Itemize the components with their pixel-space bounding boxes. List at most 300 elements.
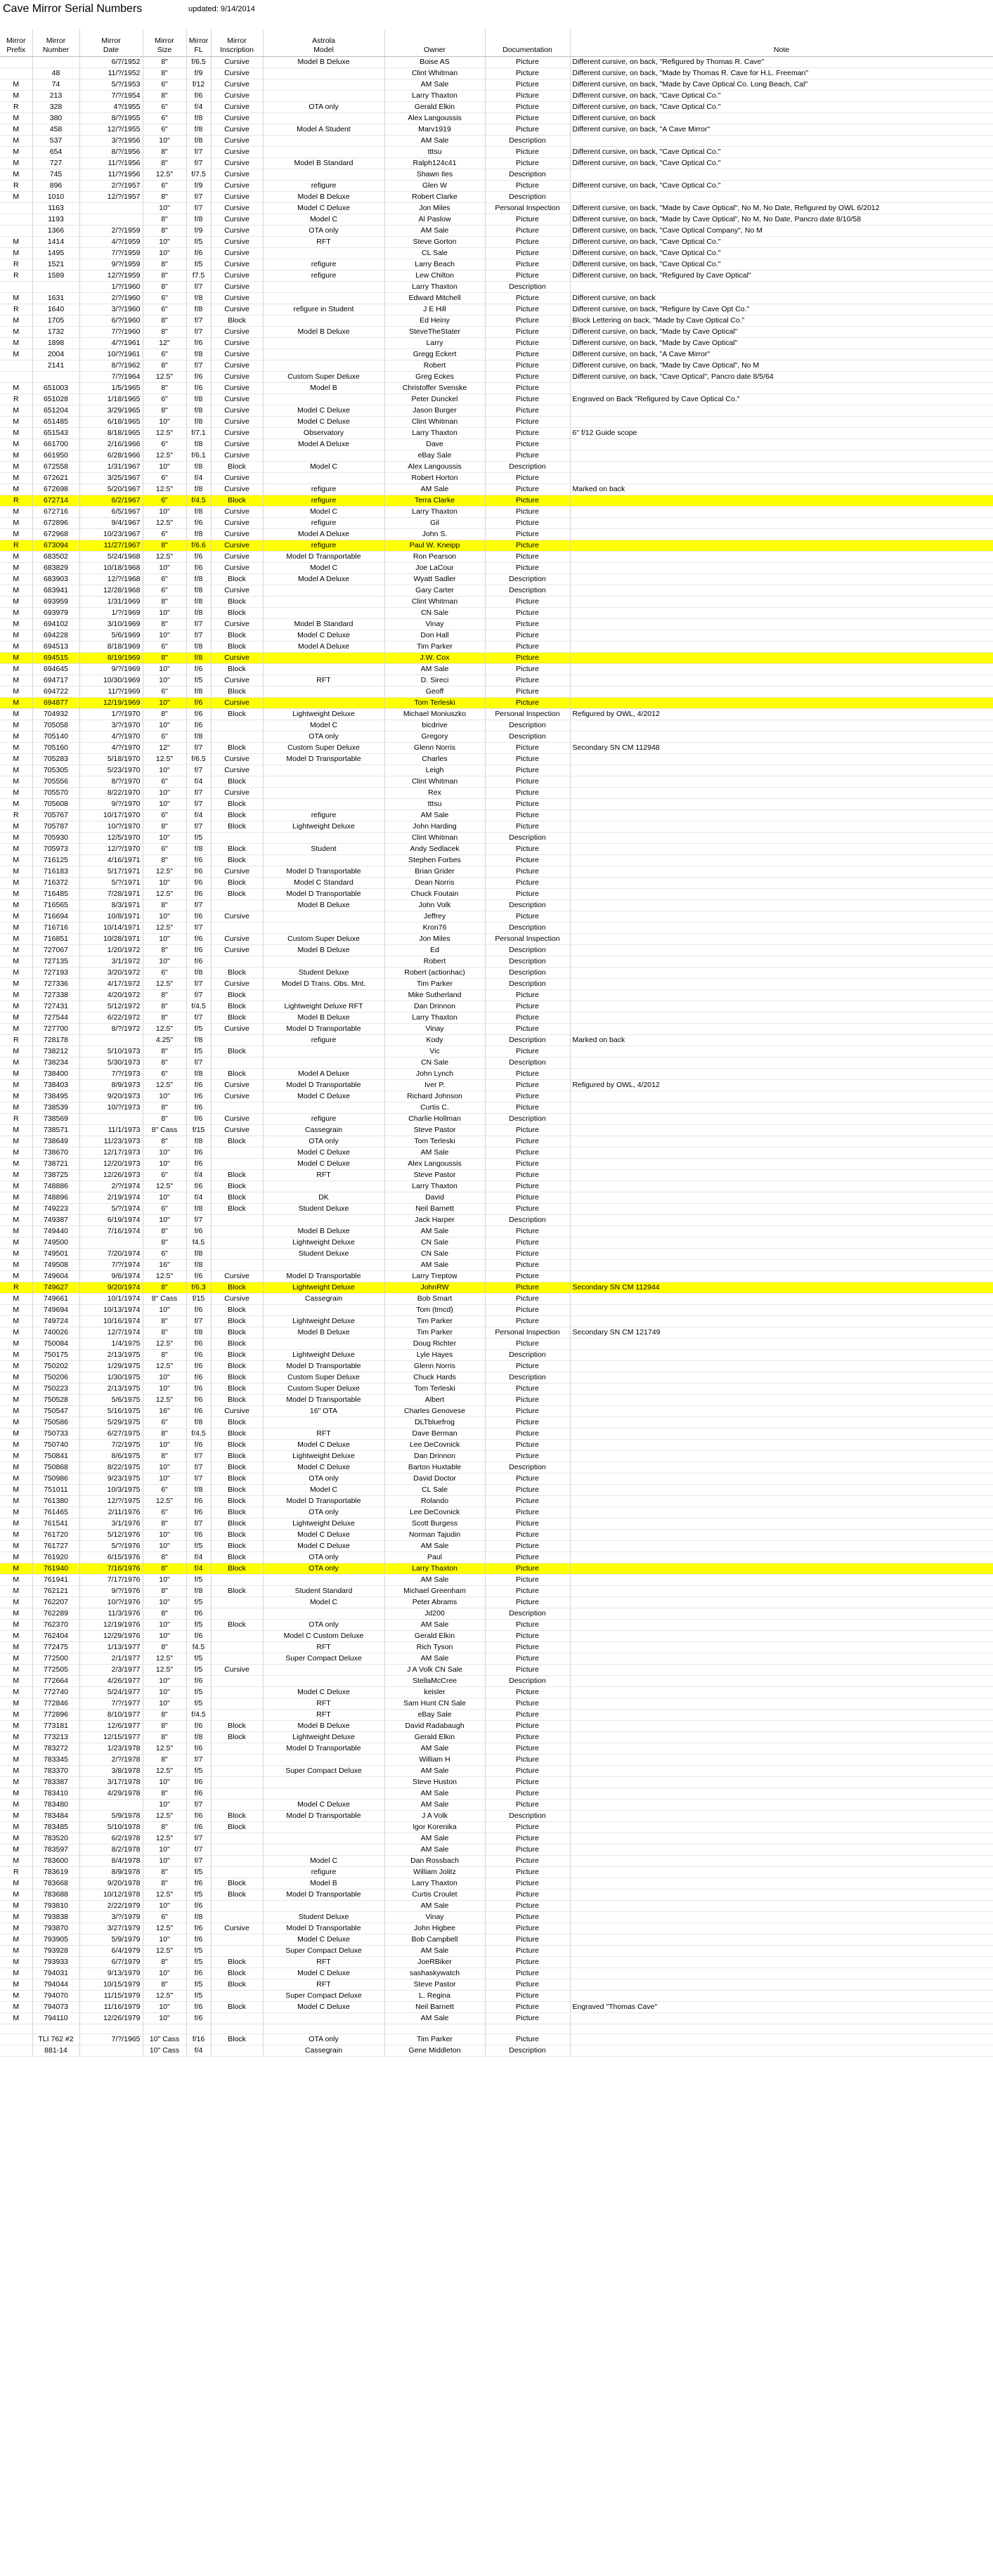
cell-size: 10" (143, 236, 186, 247)
cell-prefix: M (0, 1934, 32, 1945)
cell-note (570, 1372, 993, 1383)
cell-documentation: Picture (485, 1709, 570, 1720)
cell-prefix: M (0, 438, 32, 450)
cell-note (570, 461, 993, 472)
cell-prefix: M (0, 1304, 32, 1315)
cell-fl: f/12 (186, 79, 211, 90)
table-row (0, 236, 993, 247)
cell-number: 683903 (32, 573, 79, 585)
cell-owner: Larry Thaxton (384, 90, 485, 101)
cell-note (570, 1776, 993, 1788)
cell-prefix: R (0, 393, 32, 405)
cell-fl: f/7 (186, 1214, 211, 1225)
cell-inscription (211, 1900, 263, 1911)
cell-fl: f/8 (186, 416, 211, 427)
cell-owner: AM Sale (384, 1619, 485, 1630)
cell-date: 6/27/1975 (79, 1428, 143, 1439)
cell-prefix: M (0, 989, 32, 1001)
cell-model: Custom Super Deluxe (263, 371, 384, 382)
cell-date (79, 202, 143, 214)
cell-owner: J A Volk CN Sale (384, 1664, 485, 1675)
cell-fl: f/7 (186, 191, 211, 202)
cell-model (263, 1900, 384, 1911)
cell-inscription: Block (211, 1540, 263, 1552)
cell-size: 8" (143, 315, 186, 326)
cell-size: 8" (143, 67, 186, 79)
cell-documentation: Picture (485, 1821, 570, 1833)
cell-model: Model B Standard (263, 618, 384, 630)
cell-date: 9/?/1976 (79, 1585, 143, 1596)
cell-fl: f/4.5 (186, 1709, 211, 1720)
cell-size: 10" (143, 1304, 186, 1315)
cell-documentation: Picture (485, 697, 570, 708)
cell-note (570, 405, 993, 416)
cell-fl: f/7 (186, 1754, 211, 1765)
cell-inscription: Block (211, 1462, 263, 1473)
cell-inscription: Cursive (211, 1923, 263, 1934)
cell-note (570, 596, 993, 607)
cell-prefix: R (0, 809, 32, 821)
cell-fl: f/7 (186, 1833, 211, 1844)
cell-documentation: Picture (485, 483, 570, 495)
cell-inscription: Cursive (211, 247, 263, 259)
cell-fl: f/8 (186, 1259, 211, 1270)
table-row (0, 753, 993, 765)
cell-note: Secondary SN CM 121749 (570, 1327, 993, 1338)
table-row (0, 1450, 993, 1462)
cell-note (570, 1383, 993, 1394)
cell-prefix: M (0, 483, 32, 495)
cell-fl: f/8 (186, 214, 211, 225)
cell-number: 716565 (32, 899, 79, 911)
cell-documentation: Picture (485, 1956, 570, 1967)
cell-owner: Larry Thaxton (384, 1878, 485, 1889)
cell-inscription: Block (211, 1012, 263, 1023)
cell-fl: f/7 (186, 899, 211, 911)
cell-fl: f/6 (186, 1158, 211, 1169)
cell-note (570, 731, 993, 742)
cell-prefix: M (0, 1079, 32, 1091)
cell-size: 8" (143, 1585, 186, 1596)
cell-prefix: M (0, 517, 32, 528)
cell-size: 10" (143, 765, 186, 776)
cell-model: Model C (263, 214, 384, 225)
cell-size: 6" (143, 686, 186, 697)
cell-inscription: Block (211, 1619, 263, 1630)
cell-prefix: M (0, 753, 32, 765)
cell-owner: Tim Parker (384, 2034, 485, 2045)
cell-model: Model C Deluxe (263, 1529, 384, 1540)
cell-model (263, 1304, 384, 1315)
cell-documentation: Description (485, 1608, 570, 1619)
cell-note (570, 832, 993, 843)
cell-size: 10" (143, 1844, 186, 1855)
cell-number: 738569 (32, 1113, 79, 1124)
cell-prefix: M (0, 652, 32, 663)
cell-model (263, 1046, 384, 1057)
cell-fl: f/5 (186, 1765, 211, 1776)
cell-number: 672896 (32, 517, 79, 528)
cell-size: 6" (143, 1203, 186, 1214)
table-row (0, 1225, 993, 1237)
cell-number: 761380 (32, 1495, 79, 1507)
cell-fl: f/6 (186, 1102, 211, 1113)
cell-date: 2/16/1966 (79, 438, 143, 450)
cell-documentation: Picture (485, 1619, 570, 1630)
cell-date: 1/5/1965 (79, 382, 143, 393)
cell-inscription: Cursive (211, 483, 263, 495)
cell-fl: f/7 (186, 978, 211, 989)
cell-model: Model D Transportable (263, 1810, 384, 1821)
cell-owner: Gary Carter (384, 585, 485, 596)
cell-model: Custom Super Deluxe (263, 933, 384, 944)
cell-documentation: Picture (485, 1653, 570, 1664)
table-row (0, 495, 993, 506)
cell-note: Marked on back (570, 483, 993, 495)
cell-fl: f/6.5 (186, 753, 211, 765)
cell-date: 10/12/1978 (79, 1889, 143, 1900)
cell-owner: AM Sale (384, 1788, 485, 1799)
cell-model (263, 697, 384, 708)
table-row (0, 1091, 993, 1102)
cell-number: 738539 (32, 1102, 79, 1113)
cell-documentation: Picture (485, 1630, 570, 1641)
cell-size: 8" (143, 214, 186, 225)
cell-documentation: Picture (485, 528, 570, 540)
cell-owner: AM Sale (384, 1259, 485, 1270)
cell-number: 705305 (32, 765, 79, 776)
cell-inscription: Block (211, 1046, 263, 1057)
cell-date: 4?/1955 (79, 101, 143, 112)
cell-fl: f/6 (186, 90, 211, 101)
cell-documentation: Picture (485, 56, 570, 67)
cell-inscription (211, 1743, 263, 1754)
cell-prefix: M (0, 798, 32, 809)
cell-size: 12.5" (143, 450, 186, 461)
cell-note (570, 821, 993, 832)
table-row (0, 978, 993, 989)
cell-fl: f/6 (186, 1776, 211, 1788)
cell-owner: Tim Parker (384, 1315, 485, 1327)
cell-number: 783619 (32, 1866, 79, 1878)
cell-note: Secondary SN CM 112948 (570, 742, 993, 753)
cell-owner: Clint Whitman (384, 67, 485, 79)
cell-note (570, 1147, 993, 1158)
cell-owner: bicdrive (384, 720, 485, 731)
cell-owner: Bob Campbell (384, 1934, 485, 1945)
cell-note (570, 1360, 993, 1372)
cell-model (263, 315, 384, 326)
column-header-line: Documentation (502, 45, 552, 54)
cell-size: 12.5" (143, 1664, 186, 1675)
cell-fl: f/6 (186, 720, 211, 731)
cell-size: 10" (143, 933, 186, 944)
cell-model: Model B Deluxe (263, 326, 384, 337)
table-row (0, 1979, 993, 1990)
cell-note (570, 2012, 993, 2024)
cell-note: Different cursive, on back, "Refigured by Thomas R. Cave" (570, 56, 993, 67)
cell-date: 5/?/1974 (79, 1203, 143, 1214)
cell-note: Different cursive, on back, "Made by Cave Optical", No M, No Date, Pancro date 8/10/58 (570, 214, 993, 225)
cell-number: 380 (32, 112, 79, 124)
cell-documentation: Picture (485, 1046, 570, 1057)
cell-prefix: M (0, 1203, 32, 1214)
cell-owner: AM Sale (384, 1765, 485, 1776)
cell-documentation: Picture (485, 495, 570, 506)
cell-model: Custom Super Deluxe (263, 1372, 384, 1383)
table-row (0, 1540, 993, 1552)
cell-prefix (0, 360, 32, 371)
cell-note (570, 866, 993, 877)
cell-model: Super Compact Deluxe (263, 1653, 384, 1664)
cell-note (570, 663, 993, 675)
cell-number: 672714 (32, 495, 79, 506)
cell-fl: f/6 (186, 1720, 211, 1731)
cell-note: Different cursive, on back, "Refigured by Cave Optical" (570, 270, 993, 281)
cell-documentation: Picture (485, 1439, 570, 1450)
cell-size: 6" (143, 1484, 186, 1495)
cell-fl: f/8 (186, 1203, 211, 1214)
cell-date: 8/?/1955 (79, 112, 143, 124)
cell-prefix: M (0, 315, 32, 326)
cell-note (570, 540, 993, 551)
cell-date: 5/9/1979 (79, 1934, 143, 1945)
cell-note (570, 1552, 993, 1563)
cell-documentation: Description (485, 922, 570, 933)
cell-documentation: Picture (485, 180, 570, 191)
cell-size: 12.5" (143, 1833, 186, 1844)
cell-documentation: Picture (485, 1136, 570, 1147)
cell-number: 783272 (32, 1743, 79, 1754)
cell-model: Model C (263, 506, 384, 517)
cell-inscription: Cursive (211, 427, 263, 438)
cell-date: 7/?/1965 (79, 2034, 143, 2045)
cell-documentation: Picture (485, 1079, 570, 1091)
cell-note (570, 697, 993, 708)
cell-owner: AM Sale (384, 1833, 485, 1844)
cell-owner: Alex Langoussis (384, 112, 485, 124)
cell-size: 10" (143, 202, 186, 214)
cell-size: 10" (143, 911, 186, 922)
table-row (0, 596, 993, 607)
cell-prefix: M (0, 1540, 32, 1552)
cell-note (570, 1878, 993, 1889)
cell-fl: f/5 (186, 1686, 211, 1698)
cell-owner: Jon Miles (384, 202, 485, 214)
cell-model: Lightweight Deluxe (263, 1237, 384, 1248)
cell-owner: CN Sale (384, 1237, 485, 1248)
table-body (0, 56, 993, 2056)
cell-fl: f/7.5 (186, 169, 211, 180)
cell-number: 772740 (32, 1686, 79, 1698)
cell-date: 5/?/1971 (79, 877, 143, 888)
cell-date: 11/23/1973 (79, 1136, 143, 1147)
cell-date: 3/17/1978 (79, 1776, 143, 1788)
table-row (0, 326, 993, 337)
cell-size: 10" (143, 1855, 186, 1866)
cell-fl: f/7 (186, 1057, 211, 1068)
cell-owner: AM Sale (384, 1225, 485, 1237)
cell-date: 7/?/1959 (79, 247, 143, 259)
cell-inscription (211, 922, 263, 933)
cell-date: 3/?/1970 (79, 720, 143, 731)
cell-number: 794031 (32, 1967, 79, 1979)
cell-fl: f/16 (186, 2034, 211, 2045)
cell-inscription: Block (211, 1956, 263, 1967)
cell-date: 7/28/1971 (79, 888, 143, 899)
table-row (0, 1124, 993, 1136)
cell-date: 5/12/1976 (79, 1529, 143, 1540)
cell-prefix: R (0, 1034, 32, 1046)
cell-model: refigure (263, 809, 384, 821)
cell-size: 10" (143, 720, 186, 731)
cell-owner: Curtis C. (384, 1102, 485, 1113)
cell-size: 8" (143, 259, 186, 270)
table-row (0, 337, 993, 349)
cell-size: 12.5" (143, 1360, 186, 1372)
cell-prefix: M (0, 382, 32, 393)
cell-size: 6" (143, 1911, 186, 1923)
cell-prefix: M (0, 1956, 32, 1967)
table-row (0, 180, 993, 191)
cell-number: 794044 (32, 1979, 79, 1990)
cell-inscription: Block (211, 315, 263, 326)
cell-documentation: Description (485, 281, 570, 292)
cell-fl: f/6 (186, 1608, 211, 1619)
cell-size: 10" Cass (143, 2045, 186, 2056)
cell-number: 761541 (32, 1518, 79, 1529)
column-header-line: Mirror (101, 36, 121, 45)
cell-model: refigure (263, 1113, 384, 1124)
cell-inscription: Cursive (211, 382, 263, 393)
cell-fl: f/8 (186, 124, 211, 135)
table-row (0, 1765, 993, 1776)
column-header-note (570, 30, 993, 56)
cell-prefix: M (0, 1270, 32, 1282)
cell-owner: Tim Parker (384, 641, 485, 652)
cell-date: 8/6/1975 (79, 1450, 143, 1462)
table-row (0, 1630, 993, 1641)
cell-fl: f/8 (186, 1585, 211, 1596)
table-row (0, 1259, 993, 1270)
table-row (0, 742, 993, 753)
cell-note (570, 1630, 993, 1641)
cell-note (570, 1675, 993, 1686)
cell-date (79, 1113, 143, 1124)
cell-size: 8" (143, 1327, 186, 1338)
cell-date: 10/23/1967 (79, 528, 143, 540)
column-header-line: Size (157, 45, 172, 54)
cell-inscription: Block (211, 1518, 263, 1529)
cell-prefix: M (0, 1878, 32, 1889)
cell-owner: Boise AS (384, 56, 485, 67)
cell-model: Model A Deluxe (263, 641, 384, 652)
cell-note (570, 1349, 993, 1360)
cell-size: 8" (143, 1608, 186, 1619)
cell-note: Refigured by OWL, 4/2012 (570, 708, 993, 720)
cell-owner: AM Sale (384, 1540, 485, 1552)
cell-note (570, 1068, 993, 1079)
cell-owner: Jack Harper (384, 1214, 485, 1225)
cell-prefix: R (0, 259, 32, 270)
cell-number: 716485 (32, 888, 79, 899)
table-row (0, 1821, 993, 1833)
cell-inscription: Cursive (211, 652, 263, 663)
cell-prefix: M (0, 1585, 32, 1596)
cell-fl: f/6 (186, 956, 211, 967)
cell-fl: f/7 (186, 146, 211, 157)
cell-size: 6" (143, 101, 186, 112)
cell-model (263, 2024, 384, 2034)
cell-documentation: Description (485, 1810, 570, 1821)
table-row (0, 506, 993, 517)
cell-number: 783370 (32, 1765, 79, 1776)
cell-number: 705283 (32, 753, 79, 765)
cell-note (570, 618, 993, 630)
cell-number: 773213 (32, 1731, 79, 1743)
cell-fl: f/6 (186, 1529, 211, 1540)
cell-documentation: Picture (485, 101, 570, 112)
cell-date: 10/1/1974 (79, 1293, 143, 1304)
cell-documentation: Picture (485, 1596, 570, 1608)
cell-owner: Edward Mitchell (384, 292, 485, 304)
table-row (0, 483, 993, 495)
cell-documentation: Picture (485, 304, 570, 315)
cell-documentation: Picture (485, 630, 570, 641)
table-row (0, 1664, 993, 1675)
cell-number: 738234 (32, 1057, 79, 1068)
cell-size: 8" (143, 1979, 186, 1990)
cell-size: 10" (143, 663, 186, 675)
cell-documentation: Picture (485, 1360, 570, 1372)
cell-inscription (211, 1158, 263, 1169)
cell-owner: Gregory (384, 731, 485, 742)
table-row (0, 169, 993, 180)
cell-inscription: Cursive (211, 270, 263, 281)
cell-fl: f/7 (186, 315, 211, 326)
cell-prefix: M (0, 2012, 32, 2024)
cell-documentation: Picture (485, 1180, 570, 1192)
cell-note (570, 1484, 993, 1495)
cell-model (263, 1338, 384, 1349)
table-row (0, 1810, 993, 1821)
cell-number: 727544 (32, 1012, 79, 1023)
cell-inscription: Block (211, 1731, 263, 1743)
cell-prefix: M (0, 720, 32, 731)
cell-owner: SteveTheStater (384, 326, 485, 337)
cell-prefix: M (0, 472, 32, 483)
cell-number: 705930 (32, 832, 79, 843)
cell-inscription: Block (211, 1383, 263, 1394)
table-row (0, 1990, 993, 2001)
cell-prefix: M (0, 877, 32, 888)
cell-size: 6" (143, 731, 186, 742)
cell-size: 10" (143, 1473, 186, 1484)
cell-owner: John Higbee (384, 1923, 485, 1934)
cell-inscription: Block (211, 1338, 263, 1349)
cell-documentation: Picture (485, 540, 570, 551)
cell-documentation: Picture (485, 270, 570, 281)
cell-note: Different cursive, on back, "Cave Optical Co." (570, 247, 993, 259)
cell-fl: f7.5 (186, 270, 211, 281)
cell-owner: Steve Gorton (384, 236, 485, 247)
cell-model (263, 596, 384, 607)
table-row (0, 1439, 993, 1450)
cell-inscription (211, 1776, 263, 1788)
cell-inscription: Cursive (211, 585, 263, 596)
cell-documentation: Description (485, 978, 570, 989)
cell-owner: Ron Pearson (384, 551, 485, 562)
